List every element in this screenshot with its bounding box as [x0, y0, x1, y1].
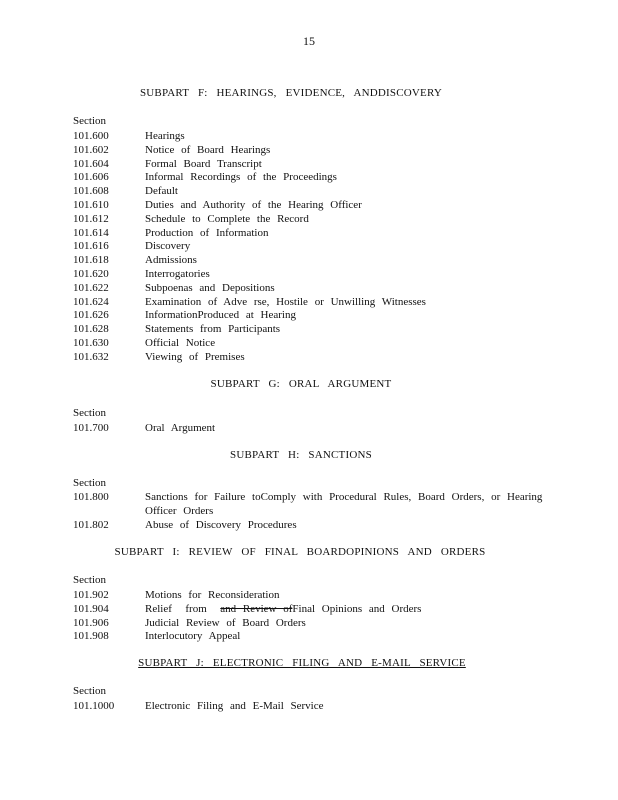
section-title: InformationProduced at Hearing — [145, 309, 296, 322]
section-label: Section — [73, 685, 106, 697]
section-title: Electronic Filing and E-Mail Service — [145, 700, 324, 712]
section-title: Interlocutory Appeal — [145, 630, 241, 642]
section-number: 101.700 — [73, 422, 109, 434]
section-number: 101.604 — [73, 157, 109, 170]
section-title: Informal Recordings of the Proceedings — [145, 171, 337, 184]
section-number: 101.610 — [73, 199, 109, 211]
section-number: 101.904 — [73, 603, 109, 615]
title-text: Final Opinions and Orders — [292, 603, 422, 615]
section-title: Examination of Adve rse, Hostile or Unwilling Witnesses — [145, 295, 426, 308]
section-title: Subpoenas and Depositions — [145, 281, 275, 294]
section-label: Section — [73, 115, 106, 127]
section-number: 101.632 — [73, 350, 109, 363]
section-title: Motions for Reconsideration — [145, 589, 280, 601]
section-number: 101.906 — [73, 617, 109, 629]
subpart-g-heading: SUBPART G: ORAL ARGUMENT — [210, 378, 392, 390]
section-number: 101.600 — [73, 130, 109, 142]
section-number: 101.618 — [73, 254, 109, 267]
section-title: Abuse of Discovery Procedures — [145, 519, 297, 531]
subpart-f-heading: SUBPART F: HEARINGS, EVIDENCE, ANDDISCOVERY — [139, 87, 443, 99]
page-number: 15 — [303, 34, 315, 48]
section-number: 101.902 — [73, 589, 109, 601]
section-number: 101.624 — [73, 295, 109, 308]
section-title: Default — [145, 185, 178, 198]
section-title-amended — [145, 602, 545, 616]
section-title: Notice of Board Hearings — [145, 143, 271, 156]
subpart-h-heading: SUBPART H: SANCTIONS — [230, 449, 372, 461]
section-number: 101.802 — [73, 519, 109, 531]
section-title: Schedule to Complete the Record — [145, 212, 309, 225]
section-number: 101.602 — [73, 143, 109, 156]
subpart-j-heading-text: SUBPART J: ELECTRONIC FILING AND E-MAIL SERVICE — [138, 657, 466, 669]
section-title: Officer Orders — [145, 505, 214, 517]
section-number: 101.616 — [73, 240, 109, 253]
section-title: Viewing of Premises — [145, 350, 245, 363]
section-title: Interrogatories — [145, 268, 210, 280]
section-number: 101.628 — [73, 323, 109, 336]
section-title: Hearings — [145, 130, 185, 142]
section-title: Oral Argument — [145, 422, 216, 434]
section-number: 101.614 — [73, 226, 109, 239]
section-label: Section — [73, 477, 106, 489]
section-title: Formal Board Transcript — [145, 157, 262, 170]
section-number: 101.612 — [73, 212, 109, 225]
section-number: 101.606 — [73, 171, 109, 184]
section-title: Admissions — [145, 254, 197, 267]
subpart-i-heading: SUBPART I: REVIEW OF FINAL BOARDOPINIONS AND ORDERS — [114, 546, 486, 558]
section-number: 101.800 — [73, 491, 109, 503]
section-title: Statements from Participants — [145, 323, 281, 336]
section-title: Judicial Review of Board Orders — [145, 617, 306, 629]
section-title: Official Notice — [145, 337, 216, 349]
section-number: 101.630 — [73, 337, 109, 349]
section-title: Production of Information — [145, 226, 269, 239]
section-title: Duties and Authority of the Hearing Officer — [145, 199, 362, 211]
subpart-j-heading — [0, 657, 611, 669]
section-title: Discovery — [145, 240, 191, 253]
section-number: 101.908 — [73, 630, 109, 642]
section-number: 101.622 — [73, 281, 109, 294]
section-number: 101.1000 — [73, 700, 115, 712]
section-title: Sanctions for Failure toComply with Procedural Rules, Board Orders, or Hearing — [145, 491, 543, 503]
struck-text: and Review of — [220, 603, 293, 615]
title-text: Relief from — [145, 603, 221, 615]
section-label: Section — [73, 574, 106, 586]
section-label: Section — [73, 407, 106, 419]
section-number: 101.608 — [73, 185, 109, 198]
section-number: 101.620 — [73, 268, 109, 280]
section-number: 101.626 — [73, 309, 109, 322]
